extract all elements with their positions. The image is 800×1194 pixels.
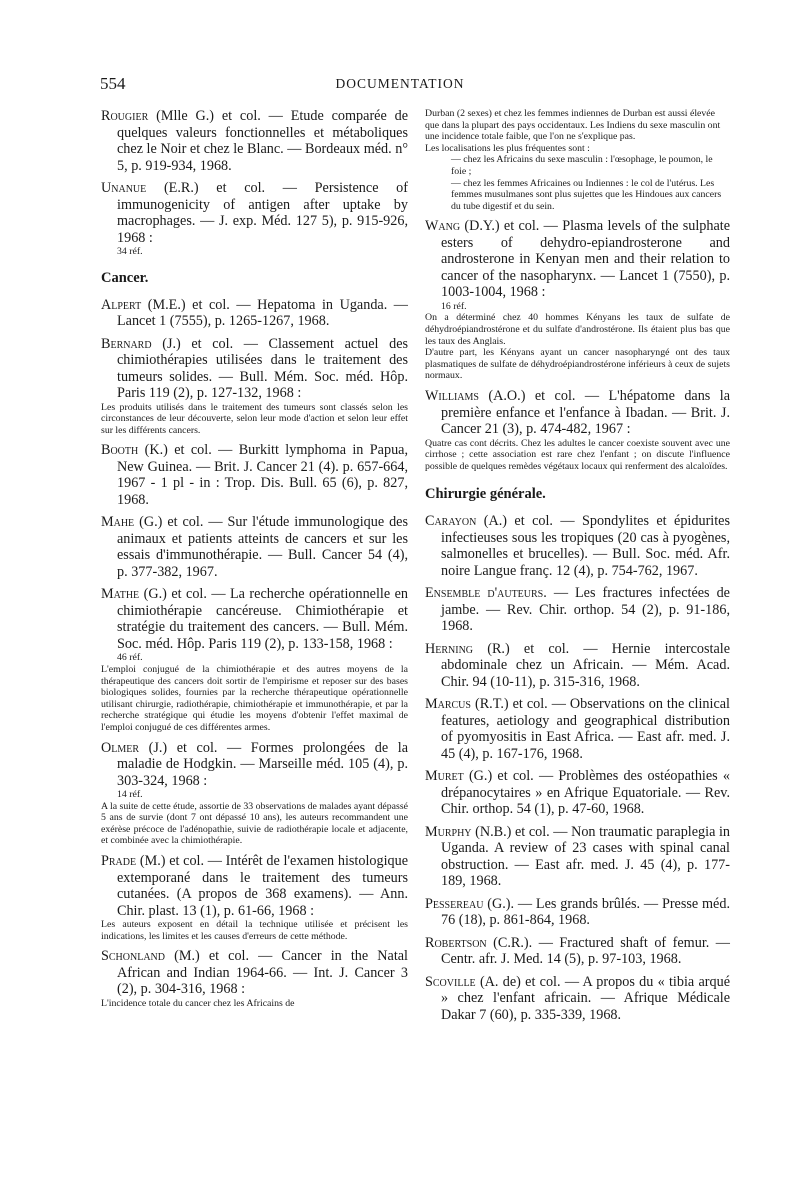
right-column [425, 108, 730, 1029]
entry-author: Robertson [425, 934, 487, 951]
abstract-line: — chez les femmes Africaines ou Indiennes : le col de l'utérus. Les femmes musulmanes sont plus sujettes que les Hindoues aux cancers du tube digestif et du sein. [451, 177, 722, 212]
entry-citation: . — Les fractures infectées de jambe. — Rev. Chir. orthop. 54 (2), p. 91-186, 1968. [441, 585, 730, 635]
entry-reference-count: 16 réf. [441, 300, 467, 312]
page-number: 554 [100, 74, 126, 93]
bibliography-entry [425, 974, 730, 1024]
entry-citation: (G.) et col. — La recherche opérationnelle en chimiothérapie cancéreuse. Chimiothérapie et stratégie du traitement des cancers. — Bull. Mém. Soc. méd. Hôp. Paris 119 (2), p. 133-158, 1968 : [117, 586, 408, 652]
entry-citation: (E.R.) et col. — Persistence of immunogenicity of antigen after uptake by macrophages. — J. exp. Méd. 127 5), p. 915-926, 1968 : [117, 180, 408, 246]
entry-citation: (M.) et col. — Intérêt de l'examen histologique extemporané dans le traitement des tumeurs cutanées. (A propos de 368 examens). — Ann. Chir. plast. 13 (1), p. 61-66, 1968 : [117, 853, 409, 919]
entry-author: Wang [425, 218, 461, 235]
entry-citation: (J.) et col. — Formes prolongées de la maladie de Hodgkin. — Marseille méd. 105 (4), p. 303-324, 1968 : [117, 739, 409, 789]
entry-citation: (J.) et col. — Classement actuel des chimiothérapies utilisées dans le traitement des tumeurs solides. — Bull. Mém. Soc. méd. Hôp. Paris 119 (2), p. 127-132, 1968 : [117, 335, 409, 402]
entry-citation: (A.) et col. — Spondylites et épidurites infectieuses sous les tropiques (20 cas à pyogènes, salmonelles et brucelles). — Bull. Soc. méd. Afr. noire Langue franç. 12 (4), p. 754-762, 1967. [441, 513, 730, 579]
entry-author: Williams [425, 388, 479, 404]
bibliography-entry [101, 586, 408, 733]
entry-abstract: Les produits utilisés dans le traitement des tumeurs sont classés selon les circonstances de leur découverte, selon leur mode d'action et selon leur effet sur les différents cancers. [101, 401, 408, 436]
section-heading-chirurgie: Chirurgie générale. [425, 486, 546, 503]
page-header [100, 74, 700, 96]
entry-reference-count: 34 réf. [117, 246, 143, 257]
section-heading-cancer: Cancer. [101, 269, 149, 286]
bibliography-entry [425, 585, 730, 635]
bibliography-entry [425, 824, 730, 890]
entry-author: Pessereau [425, 895, 484, 912]
entry-abstract: L'emploi conjugué de la chimiothérapie et des autres moyens de la thérapeutique des cancers doit sortir de l'empirisme et reposer sur des bases biologiques solides, fournies par la recherche thérapeutique opérationnelle utilisant chirurgie, radiothérapie, chimiothérapie et immunothérapie, et par la recherche stratégique qui étudie les moyens d'obtenir l'effet maximal de l'emploi conjugué de ces différentes armes. [101, 663, 408, 733]
entry-citation: (G.). — Les grands brûlés. — Presse méd. 76 (18), p. 861-864, 1968. [441, 895, 730, 929]
entry-citation: (N.B.) et col. — Non traumatic paraplegia in Uganda. A review of 23 cases with spinal canal obstruction. — East afr. med. J. 45 (4), p. 177-189, 1968. [441, 823, 730, 890]
bibliography-entry [425, 696, 730, 762]
entry-citation: (M.E.) et col. — Hepatoma in Uganda. — Lancet 1 (7555), p. 1265-1267, 1968. [117, 296, 408, 330]
entry-author: Mahe [101, 514, 135, 531]
entry-citation: (R.T.) et col. — Observations on the clinical features, aetiology and geographical distribution of pyomyositis in East Africa. — East afr. med. J. 45 (4), p. 167-176, 1968. [441, 696, 731, 762]
entry-author: Olmer [101, 739, 140, 756]
entry-citation: (C.R.). — Fractured shaft of femur. — Centr. afr. J. Med. 14 (5), p. 97-103, 1968. [441, 934, 730, 968]
entry-author: Ensemble d'auteurs [425, 585, 544, 602]
bibliography-entry [101, 442, 408, 508]
entry-citation: (Mlle G.) et col. — Etude comparée de quelques valeurs fonctionnelles et métaboliques chez le Noir et chez le Blanc. — Bordeaux méd. n° 5, p. 919-934, 1968. [117, 108, 409, 174]
bibliography-entry [101, 297, 408, 330]
entry-author: Bernard [101, 335, 152, 352]
entry-abstract-continued: D'autre part, les Kényans ayant un cancer nasopharyngé ont des taux plasmatiques de sulfate de déhydroépiandrostérone inférieurs à ceux de sujets normaux. [425, 347, 730, 382]
entry-author: Mathe [101, 586, 140, 603]
entry-reference-count: 46 réf. [117, 652, 143, 664]
entry-citation: (A. de) et col. — A propos du « tibia arqué » chez l'enfant africain. — Afrique Médicale Dakar 7 (60), p. 335-339, 1968. [441, 973, 730, 1023]
entry-citation: (D.Y.) et col. — Plasma levels of the sulphate esters of dehydro-epiandrosterone and androsterone in Kenyan men and their relation to cancer of the nasopharynx. — Lancet 1 (7550), p. 1003-1004, 1968 : [441, 218, 730, 301]
abstract-line: Durban (2 sexes) et chez les femmes indiennes de Durban est aussi élevée que dans la plupart des pays occidentaux. Les Indiens du sexe masculin ont une incidence totale faible, que l'on ne s'explique pas. [425, 108, 721, 143]
entry-reference-count: 14 réf. [117, 789, 143, 801]
entry-author: Marcus [425, 696, 471, 713]
bibliography-entry [425, 768, 730, 818]
entry-citation: (A.O.) et col. — L'hépatome dans la première enfance et l'enfance à Ibadan. — Brit. J. Cancer 21 (3), p. 474-482, 1967 : [441, 388, 731, 437]
bibliography-entry [101, 740, 408, 847]
entry-author: Herning [425, 640, 474, 657]
entry-abstract: Quatre cas cont décrits. Chez les adultes le cancer coexiste souvent avec une cirrhose ; cette association est rare chez l'enfant ; on discute l'influence possible de quelques remèdes végétaux locaux qui renferment des alcaloïdes. [425, 437, 730, 472]
abstract-continuation [425, 108, 730, 212]
entry-abstract: L'incidence totale du cancer chez les Africains de [101, 997, 295, 1009]
entry-citation: (G.) et col. — Sur l'étude immunologique des animaux et patients atteints de cancers et sur les essais d'immunothérapie. — Bull. Cancer 54 (4), p. 377-382, 1967. [117, 514, 408, 580]
entry-author: Murphy [425, 823, 472, 840]
entry-citation: (K.) et col. — Burkitt lymphoma in Papua, New Guinea. — Brit. J. Cancer 21 (4). p. 657-664, 1967 - 1 pl - in : Trop. Dis. Bull. 65 (6), p. 827, 1968. [117, 442, 409, 508]
entry-abstract: A la suite de cette étude, assortie de 33 observations de malades ayant dépassé 5 ans de survie (dont 7 ont dépassé 10 ans), les auteurs recommandent une exérèse précoce de l'adénopathie, suivie de radiothérapie locale et adjacente, et combinée avec la chimiothérapie. [101, 800, 408, 847]
bibliography-entry [425, 513, 730, 579]
running-title: DOCUMENTATION [335, 76, 465, 91]
bibliography-entry [101, 336, 408, 437]
entry-abstract: On a déterminé chez 40 hommes Kényans les taux de sulfate de déhydroépiandrostérone et du sulfate d'androstérone. Ils étaient plus bas que les taux des Anglais. [425, 312, 730, 347]
abstract-line: Les localisations les plus fréquentes sont : [425, 142, 590, 154]
left-column [101, 108, 408, 1015]
entry-author: Schonland [101, 948, 165, 965]
entry-citation: (M.) et col. — Cancer in the Natal African and Indian 1964-66. — Int. J. Cancer 3 (2), p. 304-316, 1968 : [117, 948, 409, 998]
bibliography-entry [425, 641, 730, 691]
bibliography-entry [425, 935, 730, 968]
bibliography-entry [425, 388, 730, 472]
bibliography-entry [101, 514, 408, 580]
bibliography-entry [101, 108, 408, 174]
abstract-line: — chez les Africains du sexe masculin : l'œsophage, le poumon, le foie ; [451, 154, 713, 177]
entry-author: Prade [101, 853, 137, 869]
entry-author: Alpert [101, 296, 142, 313]
bibliography-entry [425, 218, 730, 382]
entry-citation: (G.) et col. — Problèmes des ostéopathies « drépanocytaires » en Afrique Equatoriale. — Rev. Chir. orthop. 54 (1), p. 47-60, 1968. [441, 768, 730, 818]
entry-citation: (R.) et col. — Hernie intercostale abdominale chez un Africain. — Mém. Acad. Chir. 94 (10-11), p. 315-316, 1968. [441, 640, 730, 690]
entry-author: Scoville [425, 973, 476, 990]
bibliography-entry [101, 853, 408, 942]
entry-author: Unanue [101, 180, 147, 196]
entry-author: Rougier [101, 108, 149, 124]
entry-author: Muret [425, 768, 464, 785]
entry-author: Booth [101, 442, 139, 459]
entry-author: Carayon [425, 513, 477, 530]
bibliography-entry [425, 896, 730, 929]
bibliography-entry [101, 948, 408, 1009]
entry-abstract: Les auteurs exposent en détail la technique utilisée et précisent les indications, les limites et les causes d'erreurs de cette méthode. [101, 919, 408, 942]
bibliography-entry [101, 180, 408, 258]
